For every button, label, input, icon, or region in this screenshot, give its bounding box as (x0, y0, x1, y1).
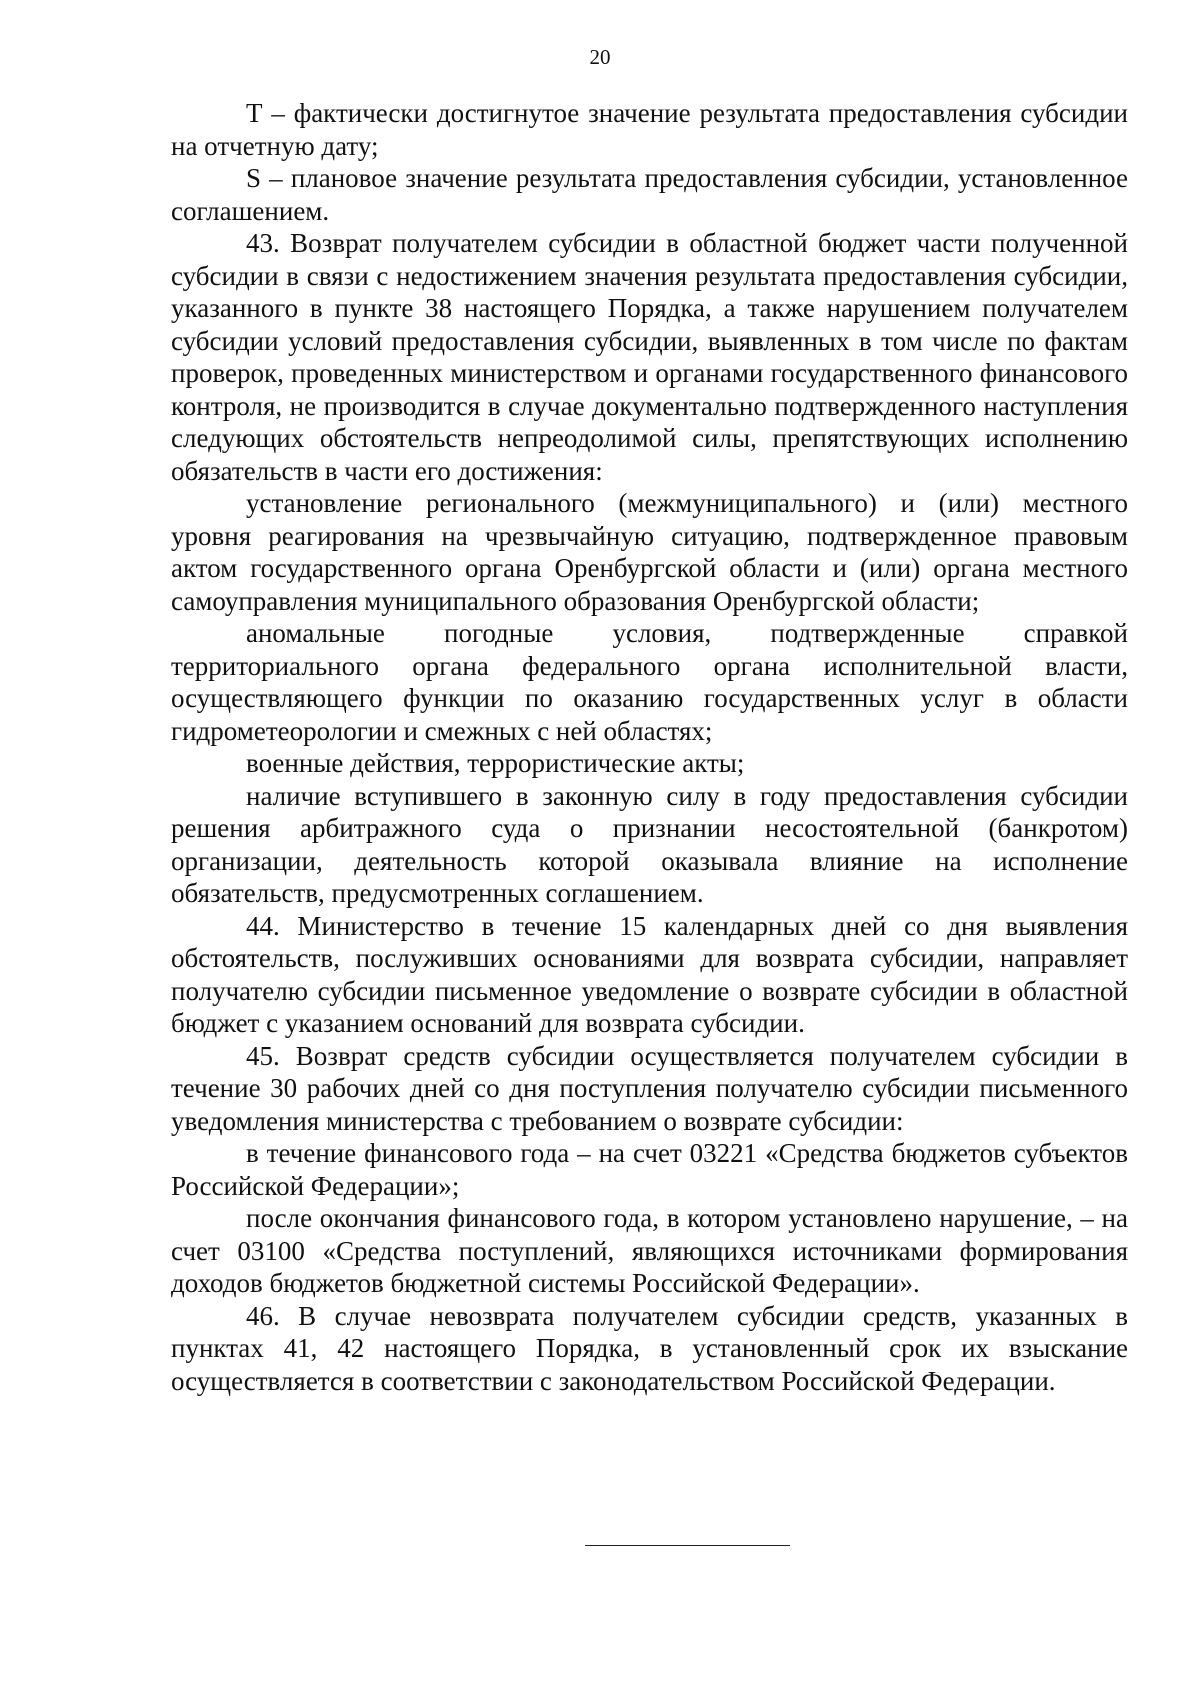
paragraph-45: 45. Возврат средств субсидии осуществляется получателем субсидии в течение 30 рабочих дней со дня поступления получателю субсидии письменного уведомления министерства с требованием о возврате субсидии: (171, 1040, 1128, 1136)
paragraph-s-definition: S – плановое значение результата предоставления субсидии, установленное соглашением. (171, 163, 1128, 226)
paragraph-43-item-emergency: установление регионального (межмуниципального) и (или) местного уровня реагирования на чрезвычайную ситуацию, подтвержденное правовым актом государственного органа Оренбургской области и (или) органа местного самоуправления муниципального образования Оренбургской области; (171, 488, 1128, 616)
paragraph-45-item-after-year: после окончания финансового года, в котором установлено нарушение, – на счет 03100 «Средства поступлений, являющихся источниками формирования доходов бюджетов бюджетной системы Российской Федерации». (171, 1203, 1128, 1298)
end-of-document-rule (585, 1545, 790, 1546)
paragraph-45-item-current-year: в течение финансового года – на счет 03221 «Средства бюджетов субъектов Российской Федерации»; (171, 1138, 1128, 1201)
page-number: 20 (589, 45, 611, 69)
paragraph-46: 46. В случае невозврата получателем субсидии средств, указанных в пунктах 41, 42 настоящего Порядка, в установленный срок их взыскание осуществляется в соответствии с законодательством Российской Федерации. (171, 1300, 1128, 1396)
paragraph-t-definition: Т – фактически достигнутое значение результата предоставления субсидии на отчетную дату; (171, 98, 1128, 161)
paragraph-43: 43. Возврат получателем субсидии в областной бюджет части полученной субсидии в связи с недостижением значения результата предоставления субсидии, указанного в пункте 38 настоящего Порядка, а также нарушением получателем субсидии условий предоставления субсидии, выявленных в том числе по фактам проверок, проведенных министерством и органами государственного финансового контроля, не производится в случае документально подтвержденного наступления следующих обстоятельств непреодолимой силы, препятствующих исполнению обязательств в части его достижения: (171, 228, 1128, 486)
paragraph-43-item-weather: аномальные погодные условия, подтвержденные справкой территориального органа федерального органа исполнительной власти, осуществляющего функции по оказанию государственных услуг в области гидрометеорологии и смежных с ней областях; (171, 618, 1128, 746)
paragraph-44: 44. Министерство в течение 15 календарных дней со дня выявления обстоятельств, послуживших основаниями для возврата субсидии, направляет получателю субсидии письменное уведомление о возврате субсидии в областной бюджет с указанием оснований для возврата субсидии. (171, 910, 1128, 1038)
paragraph-43-item-military: военные действия, террористические акты; (246, 748, 745, 778)
paragraph-43-item-bankruptcy: наличие вступившего в законную силу в году предоставления субсидии решения арбитражного суда о признании несостоятельной (банкротом) организации, деятельность которой оказывала влияние на исполнение обязательств, предусмотренных соглашением. (171, 780, 1128, 908)
document-body (171, 97, 1128, 1397)
